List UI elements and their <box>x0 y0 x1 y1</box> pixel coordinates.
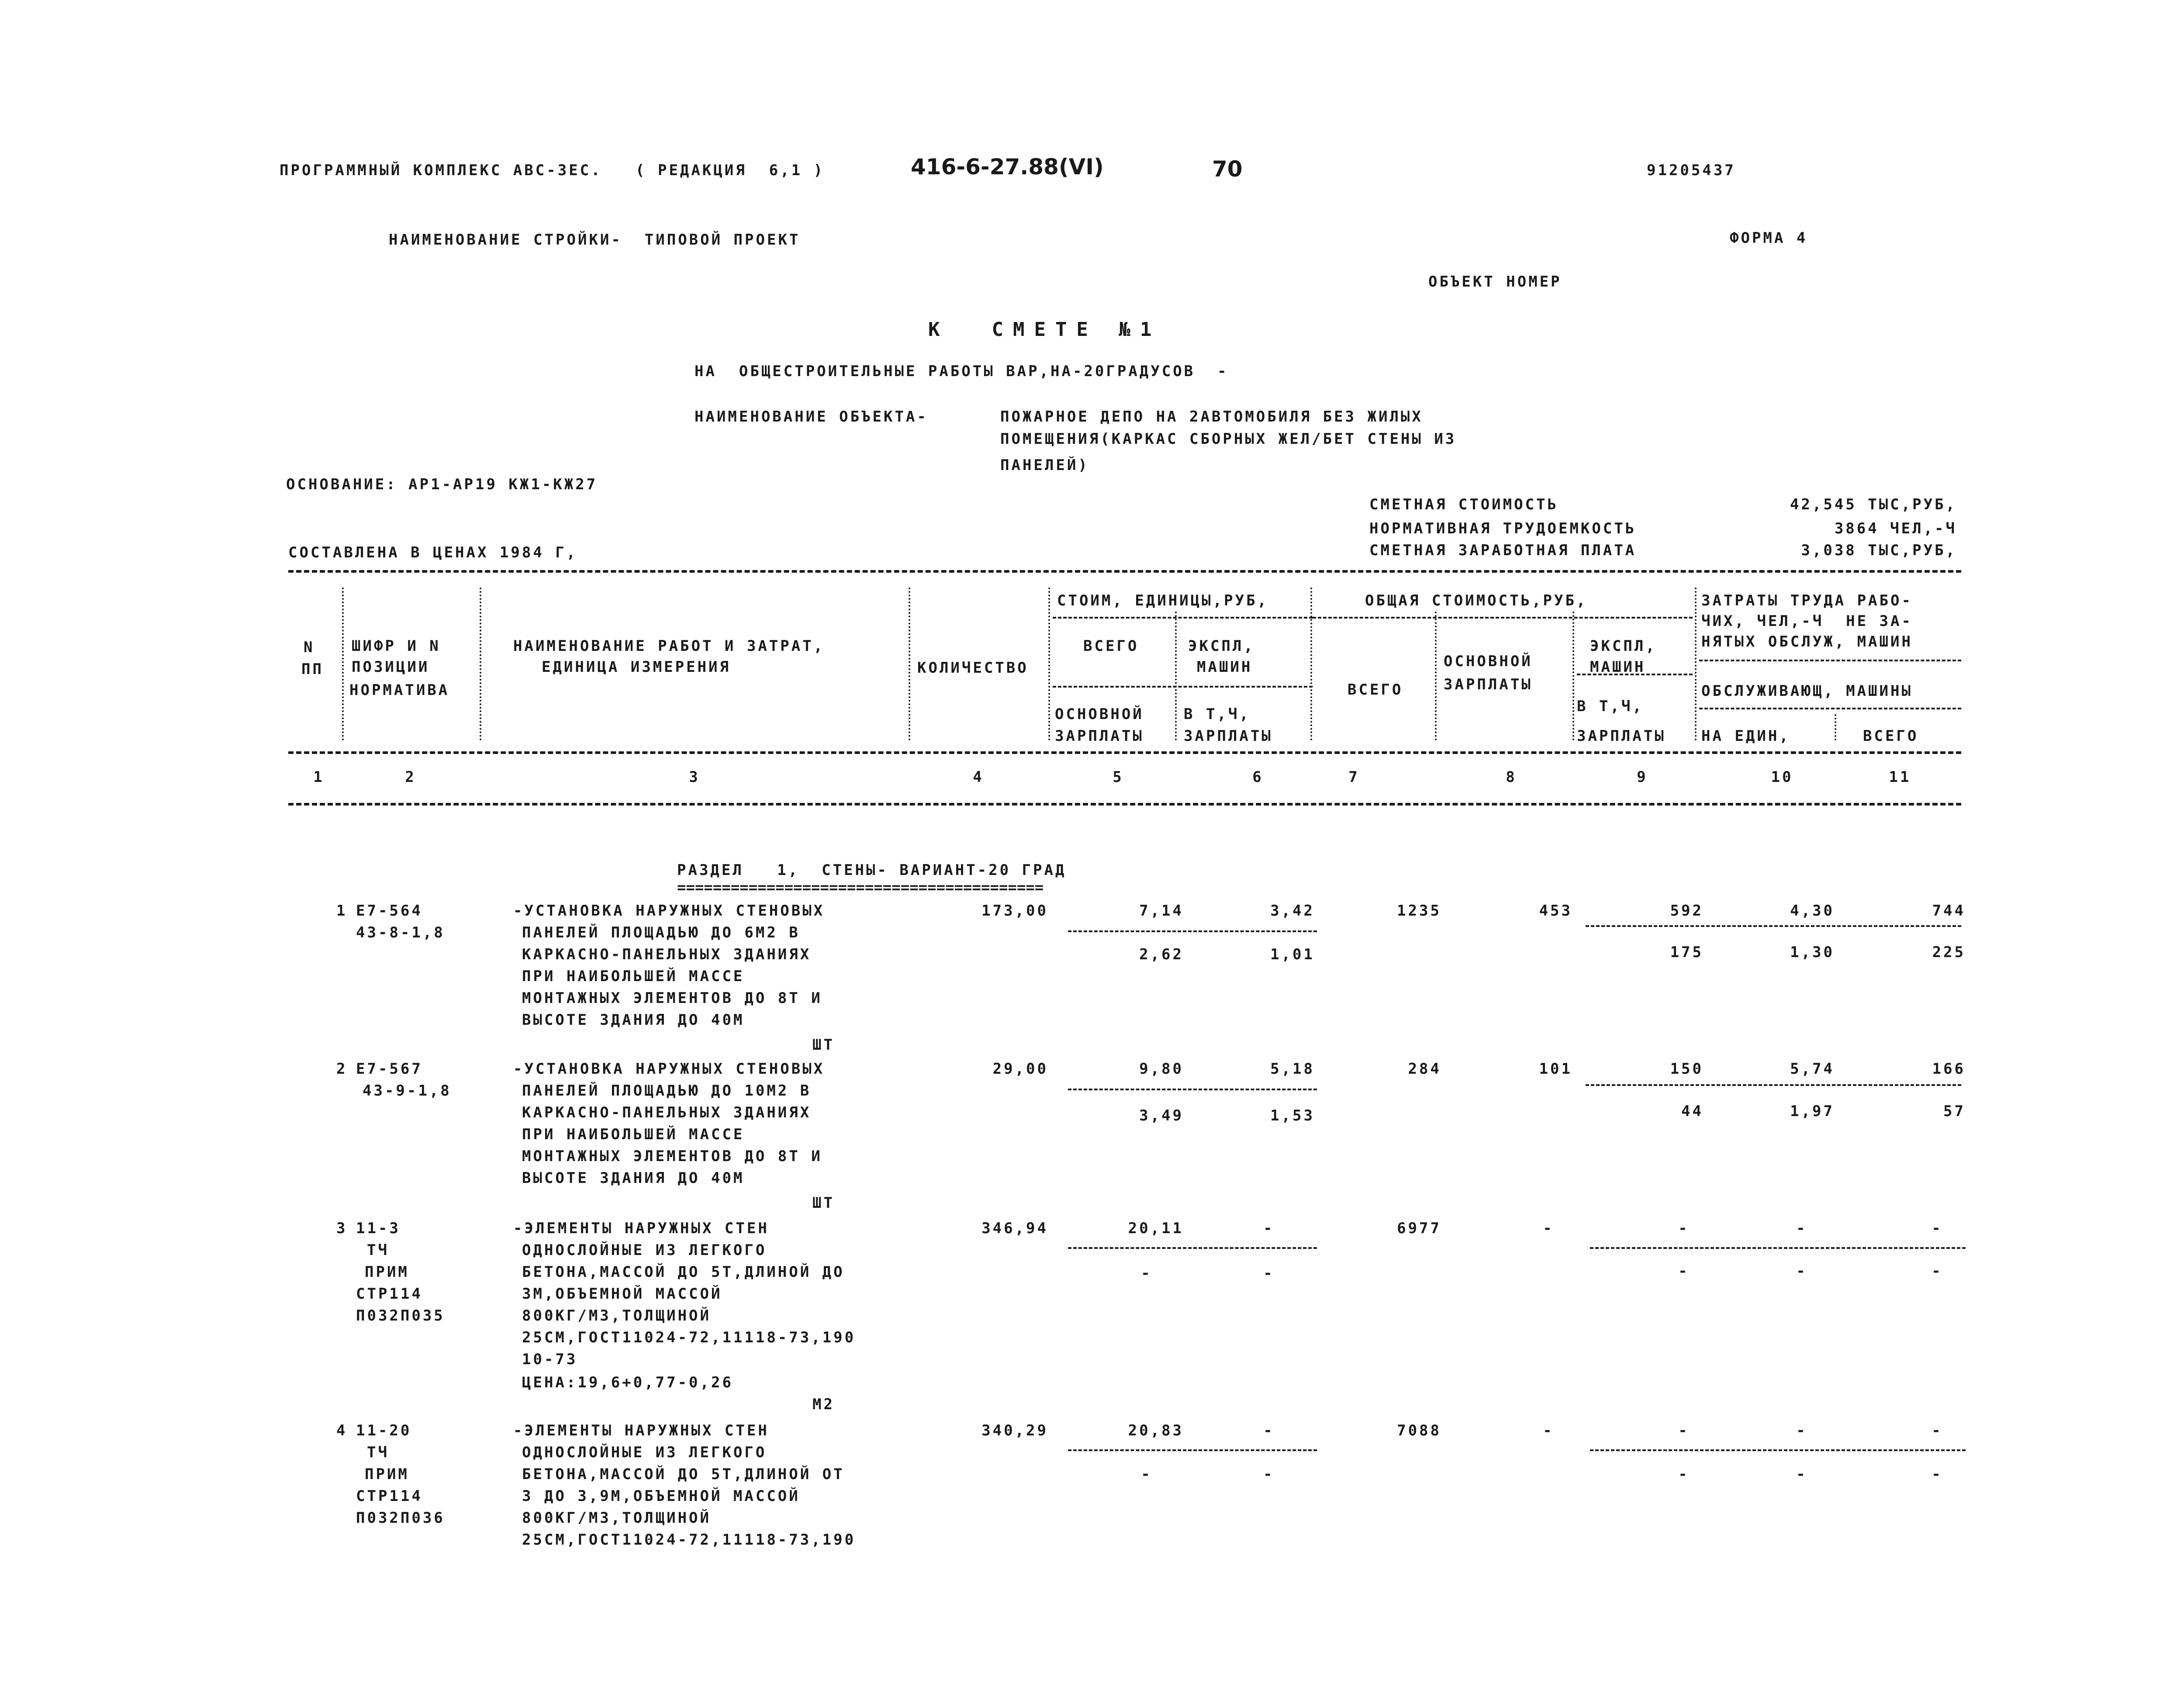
row-labor-unit: - <box>1796 1422 1807 1439</box>
row-name-line: МОНТАЖНЫХ ЭЛЕМЕНТОВ ДО 8Т И <box>522 989 822 1007</box>
row-name-line: -ЭЛЕМЕНТЫ НАРУЖНЫХ СТЕН <box>513 1422 769 1439</box>
col-number: 6 <box>1252 768 1264 786</box>
row-code: Е7-564 <box>356 902 423 920</box>
unit-wage-label-2: ЗАРПЛАТЫ <box>1055 727 1144 745</box>
wage-total-label: СМЕТНАЯ ЗАРАБОТНАЯ ПЛАТА <box>1369 542 1637 559</box>
row-mach: 3,42 <box>1270 902 1315 920</box>
row-code-sub: ПРИМ <box>365 1466 409 1483</box>
labor-group-label: ЗАТРАТЫ ТРУДА РАБО- <box>1701 592 1913 609</box>
section-title: РАЗДЕЛ 1, СТЕНЫ- ВАРИАНТ-20 ГРАД <box>677 861 1067 879</box>
row-name-line: -УСТАНОВКА НАРУЖНЫХ СТЕНОВЫХ <box>513 902 825 920</box>
tot-incl-label: В Т,Ч, <box>1577 698 1644 715</box>
row-mach-total: - <box>1678 1220 1690 1237</box>
row-mach-total: 150 <box>1670 1060 1704 1078</box>
labor-intensity-label: НОРМАТИВНАЯ ТРУДОЕМКОСТЬ <box>1369 520 1637 537</box>
program-name: ПРОГРАММНЫЙ КОМПЛЕКС АВС-ЗЕС. ( РЕДАКЦИЯ 6,1 ) <box>280 162 825 179</box>
row-code: Е7-567 <box>356 1060 423 1078</box>
labor-rule <box>1699 660 1961 661</box>
col-number: 7 <box>1348 768 1360 786</box>
row-code-sub: П032П036 <box>356 1509 445 1527</box>
column-divider <box>1435 612 1437 740</box>
row-number: 3 <box>336 1220 348 1237</box>
row-name-line: ЦЕНА:19,6+0,77-0,26 <box>522 1374 733 1391</box>
row-price: 7,14 <box>1139 902 1184 920</box>
row-name-line: ПАНЕЛЕЙ ПЛОЩАДЬЮ ДО 10М2 В <box>522 1082 812 1099</box>
total-cost-label: СМЕТНАЯ СТОИМОСТЬ <box>1369 496 1559 513</box>
row-mach-total-wage: - <box>1678 1466 1690 1483</box>
column-divider <box>1835 714 1836 740</box>
col-code-label-2: ПОЗИЦИИ <box>352 658 430 676</box>
row-total: 1235 <box>1397 902 1441 920</box>
row-mach-wage: - <box>1263 1265 1275 1282</box>
row-mach-wage: - <box>1263 1466 1275 1483</box>
column-divider <box>1310 588 1312 740</box>
row-code-sub: П032П035 <box>356 1307 445 1324</box>
row-name-line: 800КГ/М3,ТОЛЩИНОЙ <box>522 1509 711 1527</box>
unit-cost-rule-2 <box>1053 686 1313 688</box>
row-subrule <box>1586 1084 1961 1086</box>
object-name-line-1: ПОЖАРНОЕ ДЕПО НА 2АВТОМОБИЛЯ БЕЗ ЖИЛЫХ <box>1000 408 1423 425</box>
total-cost-rule <box>1313 617 1693 619</box>
col-code-label-3: НОРМАТИВА <box>349 681 450 699</box>
total-group-label: ОБЩАЯ СТОИМОСТЬ,РУБ, <box>1365 592 1588 609</box>
labor-unit-label: НА ЕДИН, <box>1701 727 1790 745</box>
basis: ОСНОВАНИЕ: АР1-АР19 КЖ1-КЖ27 <box>286 476 598 493</box>
column-divider <box>1175 612 1177 740</box>
col-number: 1 <box>313 768 325 786</box>
row-mach-wage: 1,01 <box>1270 946 1315 963</box>
row-subrule <box>1068 1247 1317 1249</box>
tot-mach-label: ЭКСПЛ, <box>1590 637 1657 655</box>
row-price: 20,83 <box>1128 1422 1184 1439</box>
form-label: ФОРМА 4 <box>1730 229 1808 247</box>
row-code-sub: СТР114 <box>356 1487 423 1505</box>
column-divider <box>1572 612 1574 740</box>
compiled-prices: СОСТАВЛЕНА В ЦЕНАХ 1984 Г, <box>288 544 578 561</box>
row-total: 284 <box>1408 1060 1441 1078</box>
construction-name: НАИМЕНОВАНИЕ СТРОЙКИ- ТИПОВОЙ ПРОЕКТ <box>389 231 801 249</box>
row-name-line: -ЭЛЕМЕНТЫ НАРУЖНЫХ СТЕН <box>513 1220 769 1237</box>
row-mach-total-wage: 44 <box>1681 1103 1704 1120</box>
row-wage: 101 <box>1539 1060 1572 1078</box>
col-number: 3 <box>689 768 700 786</box>
col-number: 2 <box>405 768 416 786</box>
col-number: 9 <box>1637 768 1648 786</box>
row-mach: - <box>1263 1422 1275 1439</box>
col-n-label-2: ПП <box>301 660 324 678</box>
unit-incl-label-2: ЗАРПЛАТЫ <box>1184 727 1273 745</box>
row-labor-total-serv: - <box>1932 1466 1943 1483</box>
row-subrule <box>1068 1449 1317 1451</box>
row-labor-unit-serv: 1,97 <box>1790 1103 1835 1120</box>
row-labor-unit-serv: - <box>1796 1466 1807 1483</box>
row-qty: 346,94 <box>981 1220 1048 1237</box>
header-rule <box>288 751 1961 754</box>
row-total: 6977 <box>1397 1220 1441 1237</box>
unit-wage-label: ОСНОВНОЙ <box>1055 705 1144 723</box>
row-name-line: КАРКАСНО-ПАНЕЛЬНЫХ ЗДАНИЯХ <box>522 946 812 963</box>
row-labor-unit: 5,74 <box>1790 1060 1835 1078</box>
unit-cost-group-label: СТОИМ, ЕДИНИЦЫ,РУБ, <box>1057 592 1268 609</box>
row-code-sub: ТЧ <box>367 1444 389 1461</box>
document-id: 91205437 <box>1647 162 1736 179</box>
column-divider <box>1048 588 1050 740</box>
row-price-wage: 2,62 <box>1139 946 1184 963</box>
wage-total-value: 3,038 ТЫС,РУБ, <box>1801 542 1957 559</box>
row-subrule <box>1590 1449 1966 1451</box>
row-number: 2 <box>336 1060 348 1078</box>
row-labor-total-serv: - <box>1932 1262 1943 1280</box>
row-qty: 173,00 <box>981 902 1048 920</box>
row-name-line: КАРКАСНО-ПАНЕЛЬНЫХ ЗДАНИЯХ <box>522 1104 812 1121</box>
row-subrule <box>1586 925 1961 927</box>
row-code-sub: СТР114 <box>356 1285 423 1303</box>
row-labor-total: 744 <box>1932 902 1966 920</box>
row-unit: М2 <box>812 1396 835 1413</box>
row-subrule <box>1068 1089 1317 1090</box>
col-number: 5 <box>1113 768 1124 786</box>
row-name-line: 3М,ОБЪЕМНОЙ МАССОЙ <box>522 1285 722 1303</box>
row-labor-total: - <box>1932 1422 1943 1439</box>
row-qty: 29,00 <box>992 1060 1048 1078</box>
unit-mach-label: ЭКСПЛ, <box>1188 637 1255 655</box>
row-qty: 340,29 <box>981 1422 1048 1439</box>
labor-serv-label: ОБСЛУЖИВАЮЩ, МАШИНЫ <box>1701 682 1913 700</box>
row-name-line: ВЫСОТЕ ЗДАНИЯ ДО 40М <box>522 1011 745 1029</box>
row-mach-total-wage: - <box>1678 1262 1690 1280</box>
col-number: 8 <box>1506 768 1517 786</box>
tot-total-label: ВСЕГО <box>1348 681 1403 698</box>
page-number: 70 <box>1212 156 1243 182</box>
col-qty-label: КОЛИЧЕСТВО <box>917 659 1029 677</box>
tot-wage-label: ОСНОВНОЙ <box>1444 653 1533 670</box>
row-name-line: ПРИ НАИБОЛЬШЕЙ МАССЕ <box>522 968 745 985</box>
column-numbers-rule <box>288 803 1961 806</box>
unit-incl-label: В Т,Ч, <box>1184 705 1251 723</box>
row-name-line: -УСТАНОВКА НАРУЖНЫХ СТЕНОВЫХ <box>513 1060 825 1078</box>
row-code-sub: 43-9-1,8 <box>363 1082 452 1099</box>
row-code: 11-20 <box>356 1422 412 1439</box>
col-name-label: НАИМЕНОВАНИЕ РАБОТ И ЗАТРАТ, <box>513 637 825 655</box>
project-code: 416-6-27.88(VI) <box>911 154 1104 180</box>
column-divider <box>342 588 344 740</box>
col-number: 10 <box>1771 768 1794 786</box>
row-name-line: ВЫСОТЕ ЗДАНИЯ ДО 40М <box>522 1169 745 1187</box>
row-name-line: МОНТАЖНЫХ ЭЛЕМЕНТОВ ДО 8Т И <box>522 1148 822 1165</box>
row-labor-total: - <box>1932 1220 1943 1237</box>
row-unit: ШТ <box>812 1036 835 1054</box>
row-number: 4 <box>336 1422 348 1439</box>
row-number: 1 <box>336 902 348 920</box>
unit-total-label: ВСЕГО <box>1083 637 1139 655</box>
col-number: 11 <box>1889 768 1911 786</box>
tot-wage-label-2: ЗАРПЛАТЫ <box>1444 676 1533 693</box>
row-labor-unit-serv: - <box>1796 1262 1807 1280</box>
row-name-line: ПРИ НАИБОЛЬШЕЙ МАССЕ <box>522 1126 745 1143</box>
labor-intensity-value: 3864 ЧЕЛ,-Ч <box>1834 520 1957 537</box>
row-subrule <box>1068 930 1317 932</box>
table-top-rule <box>288 570 1961 573</box>
row-code: 11-3 <box>356 1220 401 1237</box>
unit-cost-rule <box>1053 617 1313 619</box>
section-underline: ========================================= <box>677 879 1044 896</box>
object-name-line-3: ПАНЕЛЕЙ) <box>1000 456 1089 474</box>
row-name-line: 10-73 <box>522 1351 578 1368</box>
row-mach-total: 592 <box>1670 902 1704 920</box>
object-name-line-2: ПОМЕЩЕНИЯ(КАРКАС СБОРНЫХ ЖЕЛ/БЕТ СТЕНЫ ИЗ <box>1000 430 1457 448</box>
column-divider <box>1695 588 1697 740</box>
row-name-line: БЕТОНА,МАССОЙ ДО 5Т,ДЛИНОЙ ДО <box>522 1263 845 1281</box>
row-price-wage: 3,49 <box>1139 1107 1184 1124</box>
row-name-line: ОДНОСЛОЙНЫЕ ИЗ ЛЕГКОГО <box>522 1241 767 1259</box>
row-name-line: БЕТОНА,МАССОЙ ДО 5Т,ДЛИНОЙ ОТ <box>522 1466 845 1483</box>
column-divider <box>909 588 910 740</box>
work-description: НА ОБЩЕСТРОИТЕЛЬНЫЕ РАБОТЫ ВАР,НА-20ГРАДУСОВ - <box>695 363 1229 380</box>
object-number: ОБЪЕКТ НОМЕР <box>1428 273 1562 290</box>
row-labor-total: 166 <box>1932 1060 1966 1078</box>
row-subrule <box>1590 1247 1966 1249</box>
labor-total-label: ВСЕГО <box>1863 727 1919 745</box>
row-mach: 5,18 <box>1270 1060 1315 1078</box>
tot-incl-label-2: ЗАРПЛАТЫ <box>1577 727 1666 745</box>
column-divider <box>480 588 481 740</box>
row-mach: - <box>1263 1220 1275 1237</box>
row-mach-total: - <box>1678 1422 1690 1439</box>
row-name-line: 800КГ/М3,ТОЛЩИНОЙ <box>522 1307 711 1324</box>
row-wage: - <box>1543 1422 1554 1439</box>
row-name-line: ОДНОСЛОЙНЫЕ ИЗ ЛЕГКОГО <box>522 1444 767 1461</box>
row-name-line: 25СМ,ГОСТ11024-72,11118-73,190 <box>522 1329 856 1346</box>
row-code-sub: ПРИМ <box>365 1263 409 1281</box>
row-total: 7088 <box>1397 1422 1441 1439</box>
labor-group-label-2: ЧИХ, ЧЕЛ,-Ч НЕ ЗА- <box>1701 612 1913 630</box>
unit-mach-label-2: МАШИН <box>1197 658 1253 676</box>
row-code-sub: ТЧ <box>367 1241 389 1259</box>
row-labor-unit: 4,30 <box>1790 902 1835 920</box>
row-price: 20,11 <box>1128 1220 1184 1237</box>
row-name-line: 3 ДО 3,9М,ОБЪЕМНОЙ МАССОЙ <box>522 1487 800 1505</box>
row-name-line: 25СМ,ГОСТ11024-72,11118-73,190 <box>522 1531 856 1549</box>
row-price-wage: - <box>1141 1265 1152 1282</box>
row-mach-wage: 1,53 <box>1270 1107 1315 1124</box>
row-price-wage: - <box>1141 1466 1152 1483</box>
row-price: 9,80 <box>1139 1060 1184 1078</box>
row-labor-unit: - <box>1796 1220 1807 1237</box>
row-code-sub: 43-8-1,8 <box>356 924 445 941</box>
row-name-line: ПАНЕЛЕЙ ПЛОЩАДЬЮ ДО 6М2 В <box>522 924 800 941</box>
page-title: К СМЕТЕ №1 <box>928 318 1161 341</box>
col-name-label-2: ЕДИНИЦА ИЗМЕРЕНИЯ <box>542 658 731 676</box>
col-number: 4 <box>973 768 984 786</box>
row-labor-unit-serv: 1,30 <box>1790 944 1835 961</box>
labor-group-label-3: НЯТЫХ ОБСЛУЖ, МАШИН <box>1701 633 1913 650</box>
object-label: НАИМЕНОВАНИЕ ОБЪЕКТА- <box>695 408 928 425</box>
tot-mach-label-2: МАШИН <box>1590 658 1646 676</box>
row-mach-total-wage: 175 <box>1670 944 1704 961</box>
col-code-label: ШИФР И N <box>352 637 441 655</box>
row-labor-total-serv: 57 <box>1943 1103 1966 1120</box>
row-labor-total-serv: 225 <box>1932 944 1966 961</box>
row-wage: - <box>1543 1220 1554 1237</box>
total-cost-value: 42,545 ТЫС,РУБ, <box>1790 496 1957 513</box>
row-unit: ШТ <box>812 1194 835 1212</box>
col-n-label: N <box>304 639 315 656</box>
row-wage: 453 <box>1539 902 1572 920</box>
labor-rule-2 <box>1699 708 1961 709</box>
